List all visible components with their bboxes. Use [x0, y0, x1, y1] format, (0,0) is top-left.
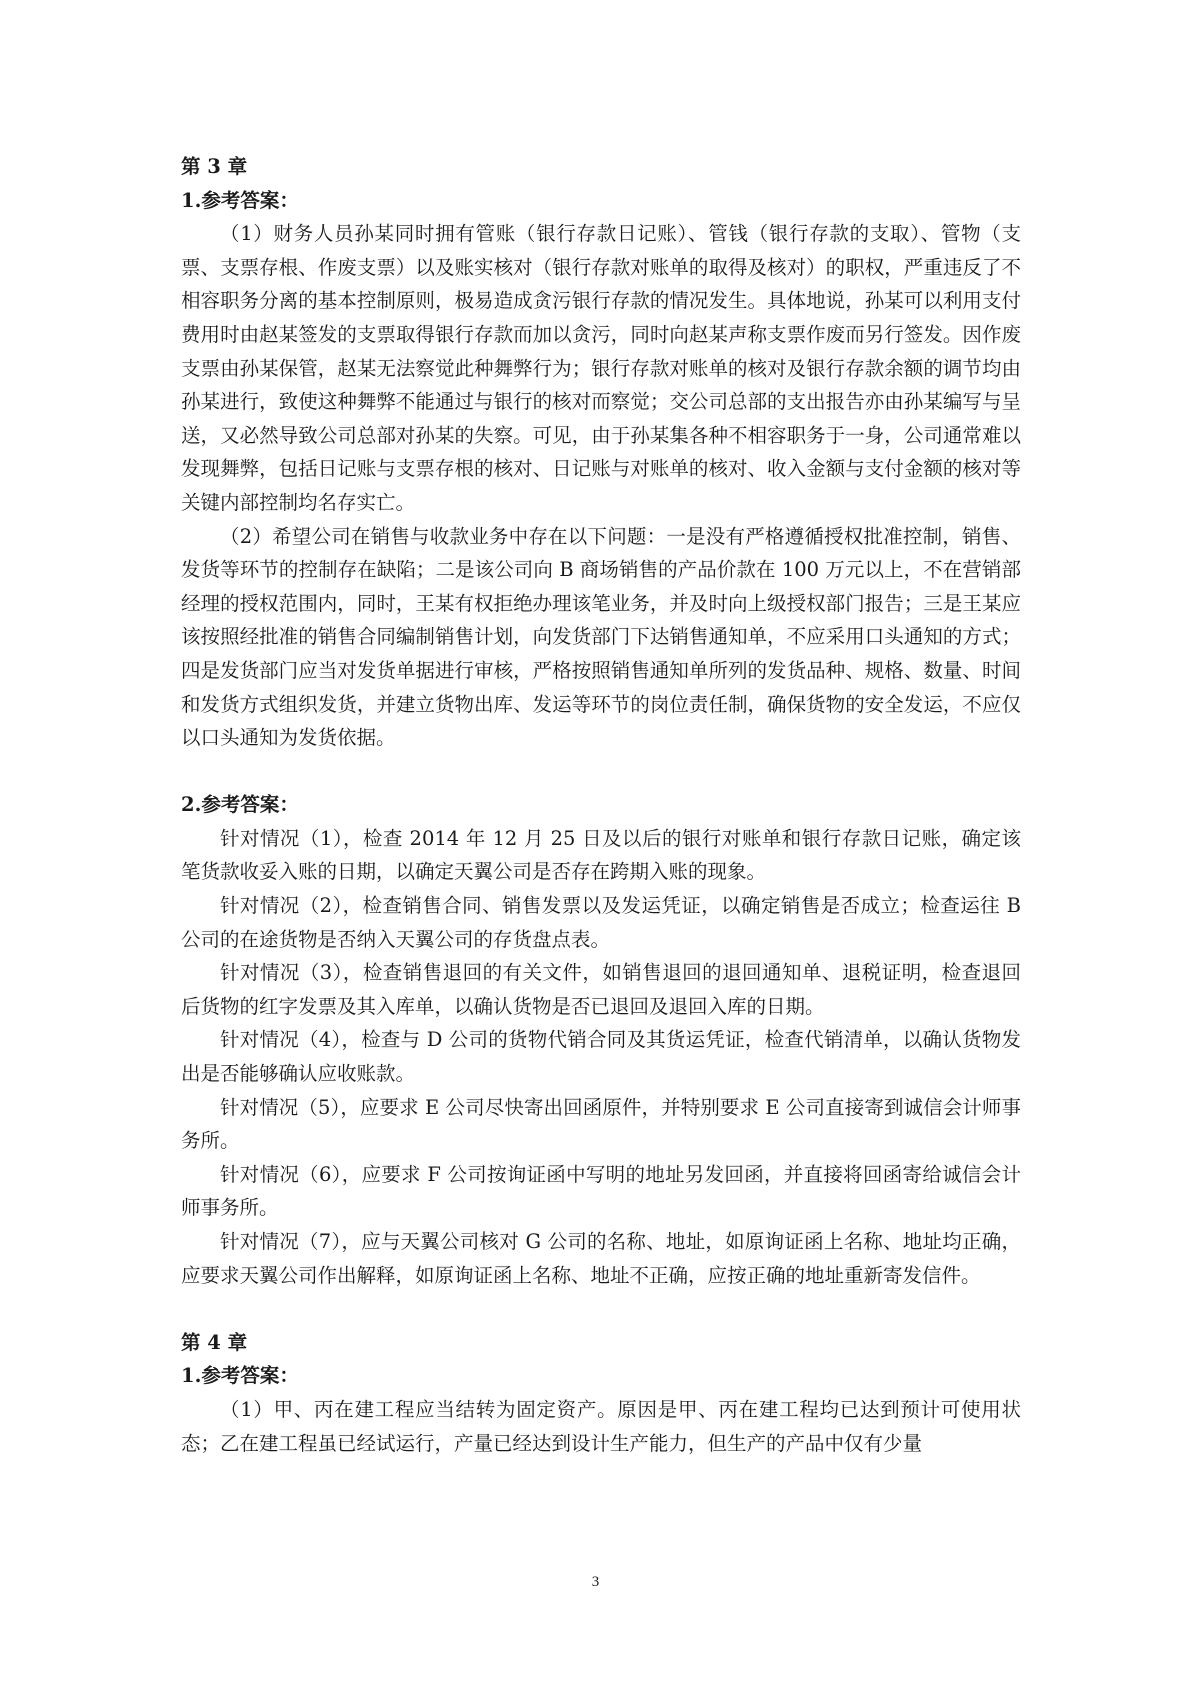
ch3-answer-2-para-7: 针对情况（7），应与天翼公司核对 G 公司的名称、地址，如原询证函上名称、地址均正确，应要求天翼公司作出解释，如原询证函上名称、地址不正确，应按正确的地址重新寄发信件。: [181, 1230, 1021, 1287]
chapter-4-title: 第 4 章: [181, 1330, 248, 1354]
ch3-answer-2-label: 2.参考答案：: [181, 793, 299, 817]
ch3-answer-2-para-5: 针对情况（5），应要求 E 公司尽快寄出回函原件，并特别要求 E 公司直接寄到诚信会计师事务所。: [181, 1095, 1021, 1153]
chapter-3-title: 第 3 章: [181, 155, 248, 178]
section-gap: [181, 1292, 1021, 1326]
ch4-answer-1-label: 1.参考答案：: [181, 1364, 299, 1388]
page-number: 3: [591, 1574, 600, 1590]
ch3-answer-2-para-4: 针对情况（4），检查与 D 公司的货物代销合同及其货运凭证，检查代销清单，以确认货物发出是否能够确认应收账款。: [181, 1028, 1021, 1086]
ch4-answer-1-para-1: （1）甲、丙在建工程应当结转为固定资产。原因是甲、丙在建工程均已达到预计可使用状态；乙在建工程虽已经试运行，产量已经达到设计生产能力，但生产的产品中仅有少量: [181, 1397, 1021, 1455]
ch3-answer-1-label: 1.参考答案：: [181, 188, 299, 212]
document-body: [181, 150, 1021, 1460]
ch3-answer-2-para-3: 针对情况（3），检查销售退回的有关文件，如销售退回的退回通知单、退税证明，检查退回后货物的红字发票及其入库单，以确认货物是否已退回及退回入库的日期。: [181, 961, 1021, 1018]
ch3-answer-1-para-1: （1）财务人员孙某同时拥有管账（银行存款日记账）、管钱（银行存款的支取）、管物（支票、支票存根、作废支票）以及账实核对（银行存款对账单的取得及核对）的职权，严重违反了不相容职务分离的基本控制原则，极易造成贪污银行存款的情况发生。具体地说，孙某可以利用支付费用时由赵某签发的支票取得银行存款而加以贪污，同时向赵某声称支票作废而另行签发。因作废支票由孙某保管，赵某无法察觉此种舞弊行为；银行存款对账单的核对及银行存款余额的调节均由孙某进行，致使这种舞弊不能通过与银行的核对而察觉；交公司总部的支出报告亦由孙某编写与呈送，又必然导致公司总部对孙某的失察。可见，由于孙某集各种不相容职务于一身，公司通常难以发现舞弊，包括日记账与支票存根的核对、日记账与对账单的核对、收入金额与支付金额的核对等关键内部控制均名存实亡。: [181, 222, 1021, 514]
ch3-answer-1-para-2: （2）希望公司在销售与收款业务中存在以下问题：一是没有严格遵循授权批准控制，销售、发货等环节的控制存在缺陷；二是该公司向 B 商场销售的产品价款在 100 万元以上，不在营销部经理的授权范围内，同时，王某有权拒绝办理该笔业务，并及时向上级授权部门报告；三是王某应该按照经批准的销售合同编制销售计划，向发货部门下达销售通知单，不应采用口头通知的方式；四是发货部门应当对发货单据进行审核，严格按照销售通知单所列的发货品种、规格、数量、时间和发货方式组织发货，并建立货物出库、发运等环节的岗位责任制，确保货物的安全发运，不应仅以口头通知为发货依据。: [181, 524, 1021, 750]
ch3-answer-2-para-1: 针对情况（1），检查 2014 年 12 月 25 日及以后的银行对账单和银行存款日记账，确定该笔货款收妥入账的日期，以确定天翼公司是否存在跨期入账的现象。: [181, 826, 1021, 884]
ch3-answer-2-para-2: 针对情况（2），检查销售合同、销售发票以及发运凭证，以确定销售是否成立；检查运往 B 公司的在途货物是否纳入天翼公司的存货盘点表。: [181, 894, 1021, 951]
ch3-answer-2-para-6: 针对情况（6），应要求 F 公司按询证函中写明的地址另发回函，并直接将回函寄给诚信会计师事务所。: [181, 1162, 1021, 1220]
section-gap: [181, 755, 1021, 789]
